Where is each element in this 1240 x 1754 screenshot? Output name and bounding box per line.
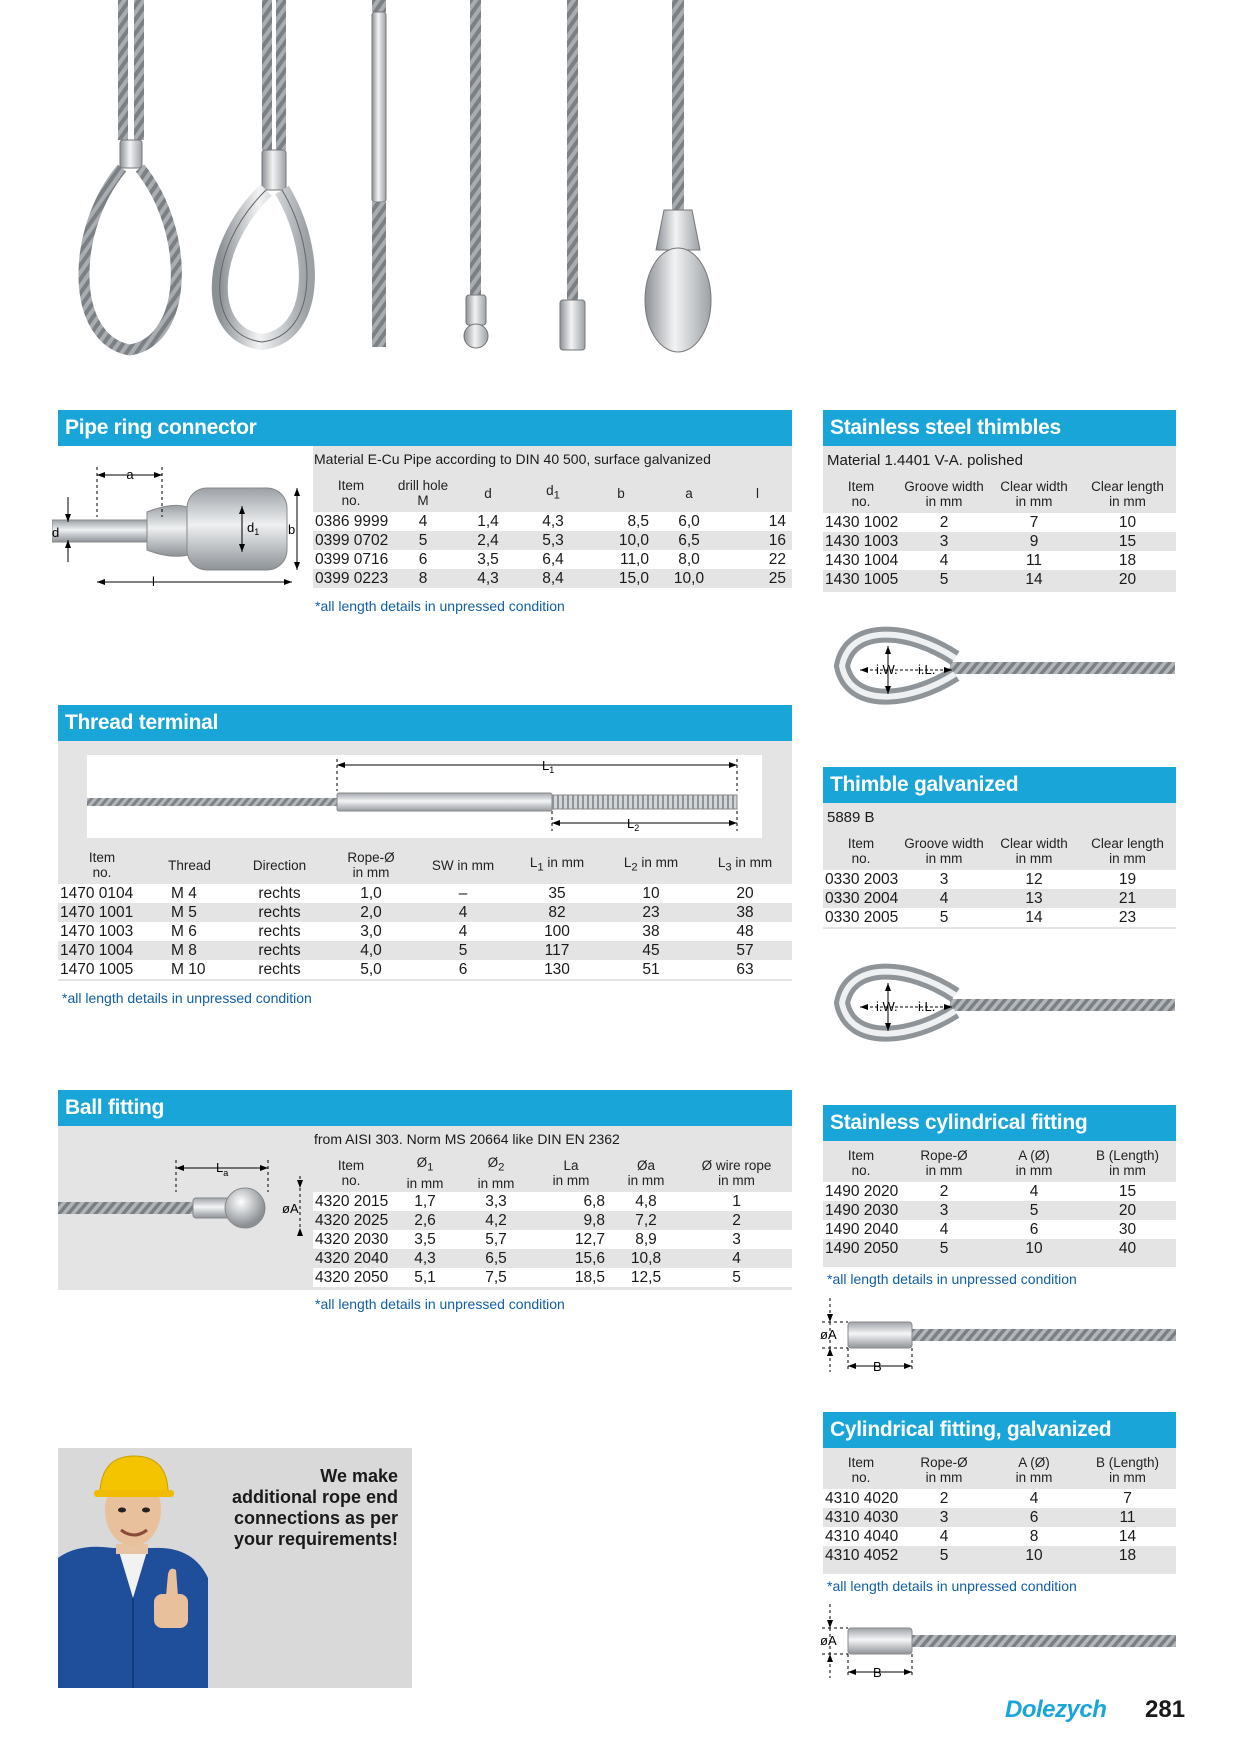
table-row: 4310 4030 3 6 11 (823, 1508, 1176, 1527)
dim-il-label: i.L. (918, 999, 936, 1014)
col-header: Item no. (337, 478, 365, 508)
table-row: 1430 1003 3 9 15 (823, 532, 1176, 551)
dim-d1-label: $d_1$ (247, 520, 260, 537)
table-row: 0330 2005 5 14 23 (823, 908, 1176, 927)
table-row: 4310 4020 2 4 7 (823, 1489, 1176, 1508)
dim-il-label: i.L. (918, 662, 936, 677)
table-row: 1470 1003 M 6 rechts 3,0 4 100 38 48 (58, 922, 792, 941)
table-row: 1430 1005 5 14 20 (823, 570, 1176, 589)
dim-oA-label: øA (282, 1201, 299, 1216)
dim-L2-label: $L_2$ (627, 816, 640, 833)
col-header: $L_3$ in mm (717, 854, 773, 874)
col-header: SW in mm (431, 857, 495, 873)
dim-iw-label: i.W. (876, 662, 898, 677)
col-header: Clear width in mm (1000, 836, 1068, 866)
col-header: $L_1$ in mm (529, 854, 585, 874)
stainless-thimbles-table (823, 475, 1176, 589)
table-row: 1490 2030 3 5 20 (823, 1201, 1176, 1220)
table-row: 4320 2025 2,6 4,2 9,8 7,2 2 (313, 1211, 792, 1230)
table-row: 1490 2050 5 10 40 (823, 1239, 1176, 1258)
col-header: Groove width in mm (904, 479, 984, 509)
promo-line: We make (320, 1466, 398, 1486)
dim-L1-label: $L_1$ (542, 758, 555, 775)
dim-d-label: d (52, 525, 60, 540)
col-header: Direction (252, 857, 307, 873)
cyl-galvanized-title: Cylindrical fitting, galvanized (823, 1412, 1176, 1448)
col-header: Item no. (88, 850, 116, 880)
table-row: 4310 4040 4 8 14 (823, 1527, 1176, 1546)
table-row: 1470 1004 M 8 rechts 4,0 5 117 45 57 (58, 941, 792, 960)
table-row: 1490 2040 4 6 30 (823, 1220, 1176, 1239)
dim-l-label: l (152, 574, 155, 589)
col-header: Item no. (847, 479, 875, 509)
col-header: A (Ø) in mm (1015, 1455, 1053, 1485)
col-header: a (685, 485, 693, 501)
thread-terminal-table (58, 846, 792, 979)
pipe-ring-note: *all length details in unpressed condition (315, 598, 565, 614)
col-header: $d_1$ (546, 482, 560, 502)
table-row: 4320 2015 1,7 3,3 6,8 4,8 1 (313, 1192, 792, 1211)
ball-fitting-diagram (58, 1158, 308, 1240)
dim-b-label: b (288, 522, 296, 537)
col-header: Item no. (847, 836, 875, 866)
col-header: $Ø_1$ in mm (406, 1155, 444, 1191)
thread-terminal-note: *all length details in unpressed condition (62, 990, 312, 1006)
promo-line: additional rope end (231, 1487, 398, 1507)
rope-ends-hero-image (0, 0, 1240, 395)
col-header: Thread (168, 857, 211, 873)
table-row: 4320 2050 5,1 7,5 18,5 12,5 5 (313, 1268, 792, 1287)
promo-line: your requirements! (233, 1529, 398, 1549)
col-header: B (Length) in mm (1095, 1455, 1160, 1485)
thread-terminal-diagram (87, 755, 762, 838)
ball-fitting-table (313, 1154, 792, 1287)
table-row: 1470 1001 M 5 rechts 2,0 4 82 23 38 (58, 903, 792, 922)
dim-iw-label: i.W. (876, 999, 898, 1014)
stainless-thimble-diagram (830, 618, 1175, 718)
stainless-cyl-diagram (820, 1296, 1176, 1376)
table-row: 1470 1005 M 10 rechts 5,0 6 130 51 63 (58, 960, 792, 979)
col-header: A (Ø) in mm (1015, 1148, 1053, 1178)
col-header: drill hole M (397, 478, 449, 508)
table-row: 0399 0223 8 4,3 8,4 15,0 10,0 25 (313, 569, 792, 588)
brand-logo: Dolezych (1005, 1696, 1107, 1723)
cyl-galvanized-note: *all length details in unpressed condition (827, 1578, 1077, 1594)
pipe-ring-title: Pipe ring connector (58, 410, 792, 446)
dim-La-label: $L_a$ (216, 1160, 229, 1178)
promo-text (188, 1466, 398, 1550)
col-header: Rope-Ø in mm (920, 1455, 968, 1485)
page-number: 281 (1145, 1696, 1186, 1723)
table-row: 4310 4052 5 10 18 (823, 1546, 1176, 1565)
stainless-cyl-note: *all length details in unpressed condition (827, 1271, 1077, 1287)
dim-B-label: B (873, 1665, 882, 1680)
pipe-ring-table (313, 474, 792, 588)
table-row: 0399 0702 5 2,4 5,3 10,0 6,5 16 (313, 531, 792, 550)
stainless-thimbles-title: Stainless steel thimbles (823, 410, 1176, 446)
col-header: B (Length) in mm (1095, 1148, 1160, 1178)
stainless-cyl-table (823, 1144, 1176, 1258)
col-header: La in mm (552, 1158, 590, 1188)
pipe-ring-material: Material E-Cu Pipe according to DIN 40 500, surface galvanized (314, 451, 711, 467)
table-row: 1470 0104 M 4 rechts 1,0 – 35 10 20 (58, 884, 792, 903)
col-header: $Ø_2$ in mm (477, 1155, 515, 1191)
thimble-galvanized-title: Thimble galvanized (823, 767, 1176, 803)
custom-connections-promo (58, 1448, 412, 1688)
ball-fitting-material: from AISI 303. Norm MS 20664 like DIN EN 2362 (314, 1131, 620, 1147)
col-header: Øa in mm (627, 1158, 665, 1188)
dim-oA-label: øA (820, 1633, 837, 1648)
col-header: $L_2$ in mm (623, 854, 679, 874)
cyl-galvanized-diagram (820, 1602, 1176, 1682)
col-header: d (484, 485, 492, 501)
table-row: 1430 1002 2 7 10 (823, 513, 1176, 532)
table-row: 4320 2040 4,3 6,5 15,6 10,8 4 (313, 1249, 792, 1268)
col-header: Item no. (847, 1148, 875, 1178)
table-row: 1430 1004 4 11 18 (823, 551, 1176, 570)
promo-line: connections as per (233, 1508, 398, 1528)
table-row: 4320 2030 3,5 5,7 12,7 8,9 3 (313, 1230, 792, 1249)
col-header: Rope-Ø in mm (347, 850, 395, 880)
col-header: Clear length in mm (1091, 479, 1164, 509)
table-row: 1490 2020 2 4 15 (823, 1182, 1176, 1201)
col-header: l (756, 485, 759, 501)
thimble-galvanized-table (823, 832, 1176, 927)
galvanized-thimble-diagram (830, 955, 1175, 1055)
cyl-galvanized-table (823, 1451, 1176, 1565)
col-header: Clear length in mm (1091, 836, 1164, 866)
col-header: Clear width in mm (1000, 479, 1068, 509)
ball-fitting-title: Ball fitting (58, 1090, 792, 1126)
col-header: Item no. (337, 1158, 365, 1188)
col-header: Groove width in mm (904, 836, 984, 866)
stainless-cyl-title: Stainless cylindrical fitting (823, 1105, 1176, 1141)
col-header: Ø wire rope in mm (701, 1158, 772, 1188)
table-row: 0330 2003 3 12 19 (823, 870, 1176, 889)
table-row: 0386 9999 4 1,4 4,3 8,5 6,0 14 (313, 512, 792, 531)
thimble-galvanized-material: 5889 B (827, 809, 875, 826)
dim-B-label: B (873, 1359, 882, 1374)
table-row: 0330 2004 4 13 21 (823, 889, 1176, 908)
col-header: Rope-Ø in mm (920, 1148, 968, 1178)
table-row: 0399 0716 6 3,5 6,4 11,0 8,0 22 (313, 550, 792, 569)
col-header: Item no. (847, 1455, 875, 1485)
dim-oA-label: øA (820, 1327, 837, 1342)
ball-fitting-note: *all length details in unpressed condition (315, 1296, 565, 1312)
col-header: b (617, 485, 625, 501)
stainless-thimbles-material: Material 1.4401 V-A. polished (827, 452, 1023, 469)
dim-a-label: a (126, 467, 134, 482)
pipe-ring-diagram (52, 462, 310, 590)
thread-terminal-title: Thread terminal (58, 705, 792, 741)
